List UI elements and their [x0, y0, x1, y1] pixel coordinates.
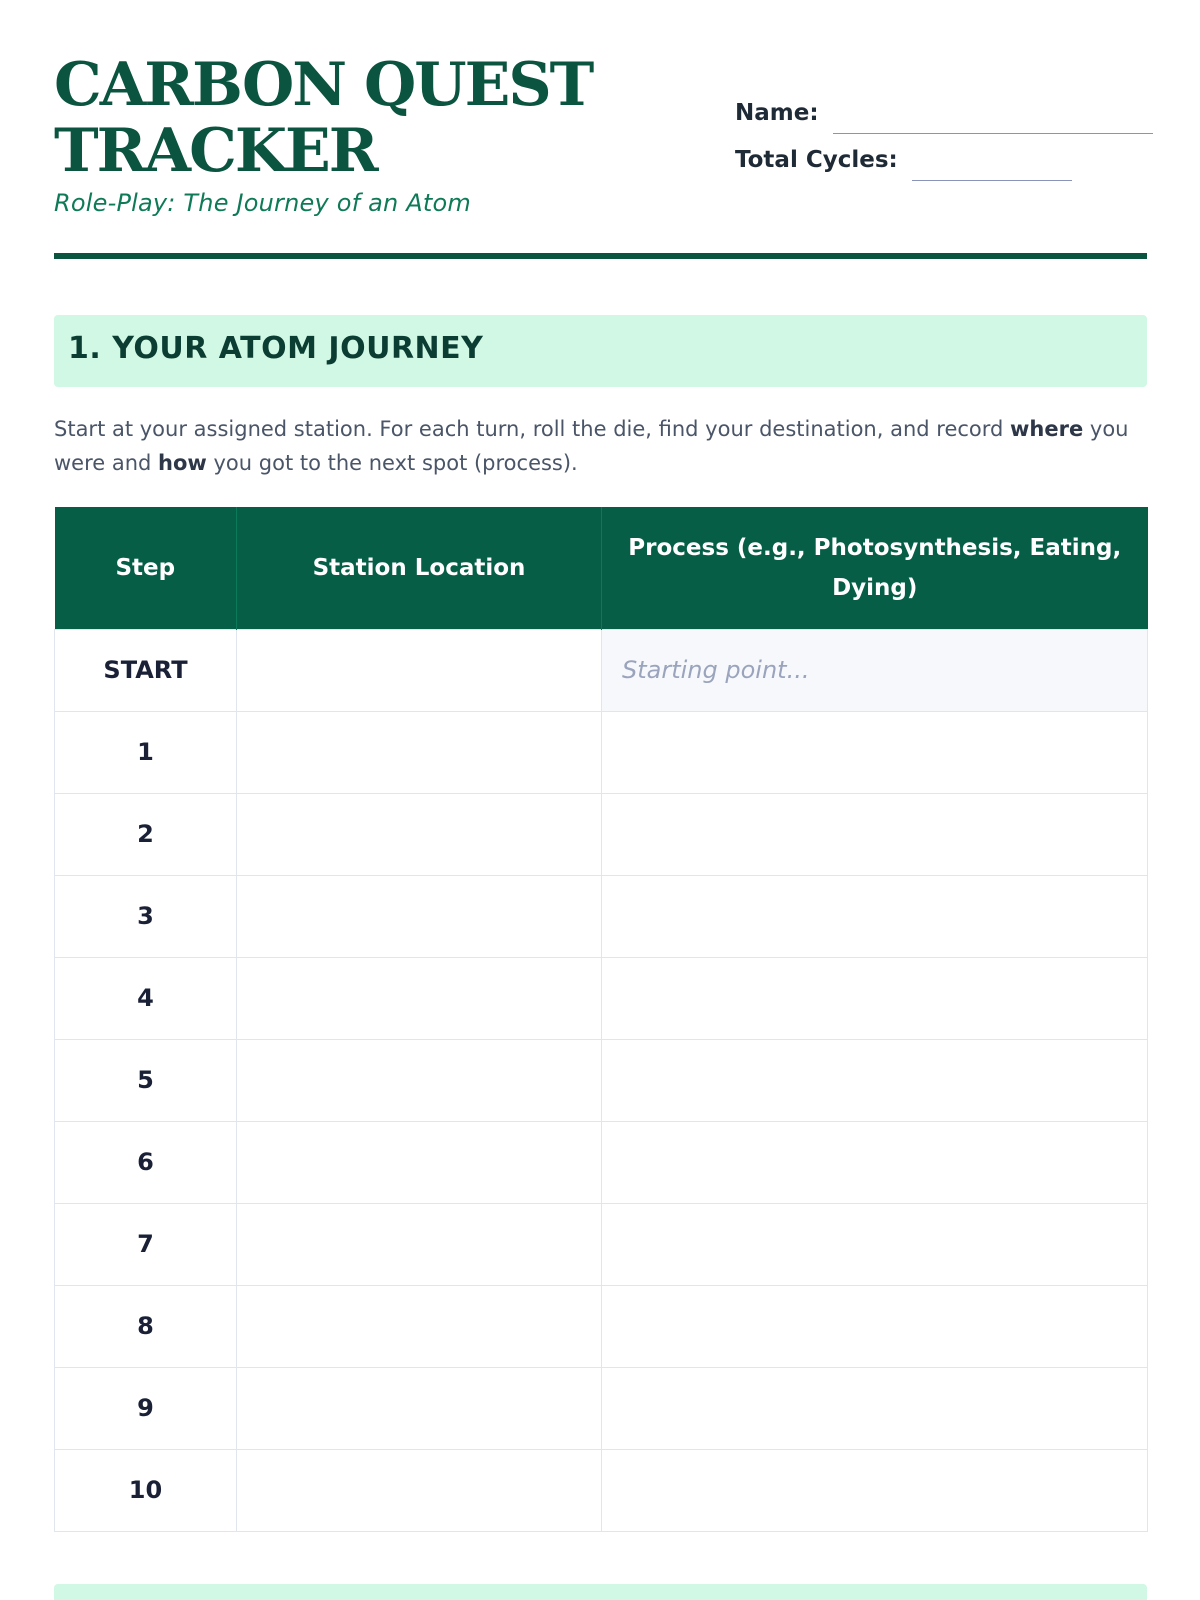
station-location-cell[interactable] [237, 1203, 602, 1285]
table-row [55, 1449, 1148, 1531]
step-cell: 9 [55, 1367, 237, 1449]
journey-table-header-row [55, 507, 1148, 629]
step-cell: 2 [55, 793, 237, 875]
table-row [55, 1039, 1148, 1121]
station-location-cell[interactable] [237, 1121, 602, 1203]
station-location-cell[interactable] [237, 1449, 602, 1531]
step-cell: 6 [55, 1121, 237, 1203]
table-row [55, 711, 1148, 793]
instructions-bold-how: how [158, 451, 207, 475]
page-title [54, 52, 614, 184]
station-location-cell[interactable] [237, 957, 602, 1039]
header-divider [54, 253, 1147, 259]
step-cell: 8 [55, 1285, 237, 1367]
total-cycles-blank-line[interactable] [912, 156, 1072, 181]
process-cell[interactable] [602, 1449, 1148, 1531]
table-row [55, 875, 1148, 957]
table-row [55, 1367, 1148, 1449]
table-row [55, 793, 1148, 875]
total-cycles-field [735, 147, 1072, 173]
worksheet-header [54, 52, 1147, 242]
process-cell[interactable] [602, 875, 1148, 957]
step-cell: 5 [55, 1039, 237, 1121]
section-1-instructions [54, 412, 1147, 480]
station-location-cell[interactable] [237, 711, 602, 793]
table-row [55, 1203, 1148, 1285]
process-cell[interactable] [602, 711, 1148, 793]
instructions-text-1: Start at your assigned station. For each turn, roll the die, find your destination, and record [54, 417, 1011, 441]
step-cell: 7 [55, 1203, 237, 1285]
column-header-process: Process (e.g., Photosynthesis, Eating, Dying) [602, 507, 1148, 629]
station-location-cell[interactable] [237, 1039, 602, 1121]
table-row-start [55, 629, 1148, 711]
instructions-text-3: you got to the next spot (process). [206, 451, 578, 475]
table-row [55, 1285, 1148, 1367]
step-cell: 10 [55, 1449, 237, 1531]
column-header-step: Step [55, 507, 237, 629]
name-blank-line[interactable] [833, 109, 1153, 134]
station-location-cell[interactable] [237, 1285, 602, 1367]
column-header-station-location: Station Location [237, 507, 602, 629]
process-cell[interactable] [602, 1203, 1148, 1285]
instructions-text-2: you were and [54, 417, 1129, 475]
process-cell[interactable] [602, 793, 1148, 875]
process-cell[interactable] [602, 1285, 1148, 1367]
process-cell[interactable] [602, 1039, 1148, 1121]
title-line-2: TRACKER [54, 116, 377, 186]
station-location-cell[interactable] [237, 875, 602, 957]
worksheet-page [54, 0, 1147, 1600]
process-cell[interactable] [602, 1367, 1148, 1449]
table-row [55, 957, 1148, 1039]
process-cell[interactable]: Starting point... [602, 629, 1148, 711]
process-cell[interactable] [602, 957, 1148, 1039]
station-location-cell[interactable] [237, 629, 602, 711]
step-cell: 4 [55, 957, 237, 1039]
table-row [55, 1121, 1148, 1203]
station-location-cell[interactable] [237, 793, 602, 875]
journey-table [54, 507, 1148, 1532]
section-1-title: 1. YOUR ATOM JOURNEY [68, 331, 484, 366]
name-label: Name: [735, 100, 819, 126]
section-1-banner [54, 315, 1147, 387]
step-cell: START [55, 629, 237, 711]
name-field [735, 100, 1153, 126]
title-line-1: CARBON QUEST [54, 50, 593, 120]
section-2-banner [54, 1584, 1147, 1600]
step-cell: 3 [55, 875, 237, 957]
station-location-cell[interactable] [237, 1367, 602, 1449]
step-cell: 1 [55, 711, 237, 793]
total-cycles-label: Total Cycles: [735, 147, 898, 173]
page-subtitle: Role-Play: The Journey of an Atom [54, 189, 471, 217]
process-cell[interactable] [602, 1121, 1148, 1203]
instructions-bold-where: where [1010, 417, 1084, 441]
